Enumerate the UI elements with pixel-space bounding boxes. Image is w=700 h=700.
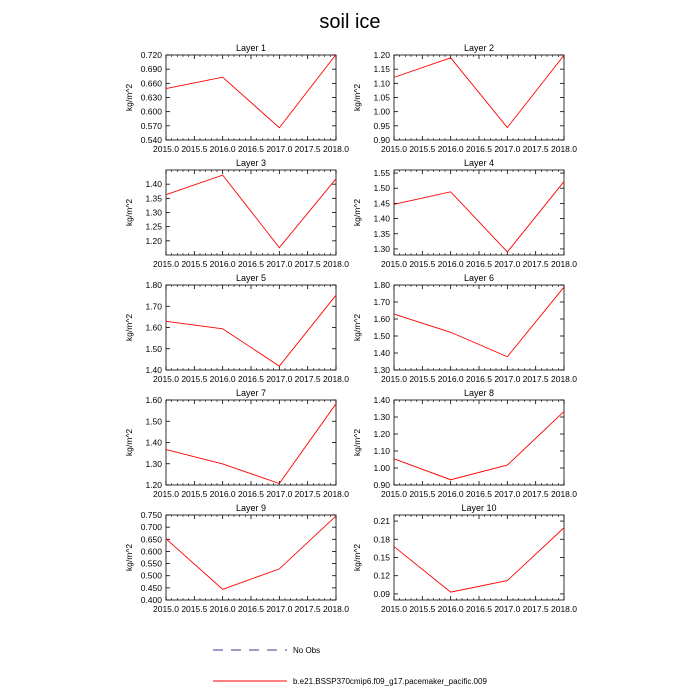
x-tick-label: 2015.0 xyxy=(381,259,407,269)
x-tick-label: 2015.5 xyxy=(181,489,208,499)
y-tick-label: 1.70 xyxy=(145,301,162,312)
y-tick-label: 1.80 xyxy=(145,280,162,290)
y-axis-label: kg/m^2 xyxy=(352,198,362,227)
x-tick-label: 2016.5 xyxy=(238,604,264,614)
x-tick-label: 2017.5 xyxy=(294,144,321,154)
y-tick-label: 0.690 xyxy=(140,64,162,75)
series-line xyxy=(394,55,564,127)
y-tick-label: 1.50 xyxy=(145,343,162,354)
y-tick-label: 0.09 xyxy=(373,588,390,599)
x-tick-label: 2016.5 xyxy=(238,374,264,384)
x-tick-label: 2017.0 xyxy=(494,604,521,614)
series-line xyxy=(166,175,336,248)
y-tick-label: 0.90 xyxy=(373,135,390,145)
y-tick-label: 1.45 xyxy=(373,198,390,209)
legend-model-label: b.e21.BSSP370cmip6.f09_g17.pacemaker_pacific.009 xyxy=(293,677,487,686)
y-tick-label: 1.40 xyxy=(145,179,162,190)
y-axis-label: kg/m^2 xyxy=(124,428,134,457)
y-tick-label: 1.40 xyxy=(145,365,162,375)
panel-7 xyxy=(124,388,349,499)
panel-8 xyxy=(352,388,577,499)
y-tick-label: 1.80 xyxy=(373,280,390,290)
x-tick-label: 2016.0 xyxy=(209,144,236,154)
y-tick-label: 1.50 xyxy=(373,183,390,194)
plot-frame xyxy=(166,55,336,140)
x-tick-label: 2016.0 xyxy=(209,259,236,269)
y-tick-label: 1.15 xyxy=(373,64,390,75)
x-tick-label: 2016.5 xyxy=(466,489,492,499)
y-tick-label: 0.90 xyxy=(373,480,390,490)
y-tick-label: 1.30 xyxy=(145,207,162,218)
y-tick-label: 0.500 xyxy=(140,570,162,581)
plot-frame xyxy=(394,55,564,140)
plot-frame xyxy=(394,170,564,255)
y-tick-label: 0.720 xyxy=(140,50,162,60)
x-tick-label: 2016.5 xyxy=(238,144,264,154)
y-tick-label: 0.18 xyxy=(373,534,390,545)
panel-title: Layer 8 xyxy=(463,388,495,398)
y-axis-label: kg/m^2 xyxy=(352,83,362,112)
plot-frame xyxy=(166,400,336,485)
y-tick-label: 1.20 xyxy=(373,50,390,60)
x-tick-label: 2016.5 xyxy=(466,144,492,154)
y-tick-label: 1.70 xyxy=(373,297,390,307)
panel-title: Layer 5 xyxy=(235,273,267,283)
x-tick-label: 2017.0 xyxy=(266,374,293,384)
y-tick-label: 1.50 xyxy=(145,416,162,427)
x-tick-label: 2015.0 xyxy=(153,489,179,499)
x-tick-label: 2015.0 xyxy=(153,144,179,154)
y-tick-label: 0.95 xyxy=(373,120,390,131)
x-tick-label: 2018.0 xyxy=(323,604,349,614)
x-tick-label: 2018.0 xyxy=(551,489,577,499)
x-tick-label: 2017.0 xyxy=(494,489,521,499)
series-line xyxy=(166,516,336,589)
figure-title: soil ice xyxy=(319,11,381,33)
y-tick-label: 0.600 xyxy=(140,546,162,557)
panel-title: Layer 2 xyxy=(463,43,495,53)
y-tick-label: 1.60 xyxy=(145,395,162,405)
y-axis-label: kg/m^2 xyxy=(352,543,362,572)
y-tick-label: 1.30 xyxy=(145,458,162,469)
y-tick-label: 0.650 xyxy=(140,534,162,545)
y-axis-label: kg/m^2 xyxy=(124,543,134,572)
y-tick-label: 1.35 xyxy=(145,193,162,204)
panel-title: Layer 3 xyxy=(235,158,267,168)
x-tick-label: 2018.0 xyxy=(323,374,349,384)
y-tick-label: 0.600 xyxy=(140,106,162,117)
x-tick-label: 2016.0 xyxy=(209,489,236,499)
x-tick-label: 2015.5 xyxy=(181,604,208,614)
x-tick-label: 2015.0 xyxy=(381,144,407,154)
y-tick-label: 0.550 xyxy=(140,558,162,569)
panel-title: Layer 1 xyxy=(235,43,267,53)
y-tick-label: 0.700 xyxy=(140,522,162,533)
y-axis-label: kg/m^2 xyxy=(124,198,134,227)
y-tick-label: 1.05 xyxy=(373,92,390,103)
panel-5 xyxy=(124,273,349,384)
x-tick-label: 2017.5 xyxy=(522,489,549,499)
series-line xyxy=(394,182,564,252)
series-line xyxy=(166,295,336,366)
series-line xyxy=(166,404,336,484)
y-tick-label: 0.15 xyxy=(373,552,390,563)
y-tick-label: 0.630 xyxy=(140,92,162,103)
panel-title: Layer 7 xyxy=(235,388,267,398)
x-tick-label: 2016.0 xyxy=(437,259,464,269)
panel-title: Layer 6 xyxy=(463,273,495,283)
x-tick-label: 2015.0 xyxy=(153,259,179,269)
x-tick-label: 2017.0 xyxy=(266,489,293,499)
x-tick-label: 2018.0 xyxy=(323,489,349,499)
x-tick-label: 2015.5 xyxy=(181,144,208,154)
x-tick-label: 2018.0 xyxy=(551,374,577,384)
x-tick-label: 2015.5 xyxy=(409,144,436,154)
x-tick-label: 2018.0 xyxy=(551,144,577,154)
x-tick-label: 2015.5 xyxy=(181,374,208,384)
y-tick-label: 1.20 xyxy=(145,480,162,490)
x-tick-label: 2017.0 xyxy=(494,374,521,384)
x-tick-label: 2015.0 xyxy=(153,374,179,384)
panel-title: Layer 10 xyxy=(461,503,497,513)
y-axis-label: kg/m^2 xyxy=(124,313,134,342)
x-tick-label: 2016.5 xyxy=(466,259,492,269)
series-line xyxy=(394,528,564,592)
y-tick-label: 1.55 xyxy=(373,168,390,179)
x-tick-label: 2016.0 xyxy=(437,489,464,499)
y-tick-label: 1.40 xyxy=(373,348,390,358)
x-tick-label: 2018.0 xyxy=(323,259,349,269)
panel-2 xyxy=(352,43,577,154)
x-tick-label: 2015.5 xyxy=(409,374,436,384)
y-tick-label: 1.20 xyxy=(373,429,390,439)
x-tick-label: 2016.5 xyxy=(466,604,492,614)
x-tick-label: 2016.5 xyxy=(238,259,264,269)
series-line xyxy=(166,55,336,128)
plot-frame xyxy=(394,515,564,600)
x-tick-label: 2017.5 xyxy=(294,604,321,614)
x-tick-label: 2015.5 xyxy=(409,489,436,499)
x-tick-label: 2017.5 xyxy=(522,374,549,384)
panel-title: Layer 4 xyxy=(463,158,495,168)
x-tick-label: 2017.0 xyxy=(266,604,293,614)
y-tick-label: 1.40 xyxy=(145,437,162,448)
y-tick-label: 0.660 xyxy=(140,78,162,89)
legend xyxy=(213,646,487,686)
x-tick-label: 2017.0 xyxy=(494,144,521,154)
legend-obs-label: No Obs xyxy=(293,646,321,655)
x-tick-label: 2017.5 xyxy=(522,144,549,154)
y-tick-label: 1.60 xyxy=(145,322,162,333)
x-tick-label: 2017.5 xyxy=(294,374,321,384)
x-tick-label: 2015.0 xyxy=(381,489,407,499)
y-tick-label: 0.750 xyxy=(140,510,162,520)
x-tick-label: 2016.0 xyxy=(437,144,464,154)
x-tick-label: 2018.0 xyxy=(323,144,349,154)
x-tick-label: 2016.0 xyxy=(437,604,464,614)
y-tick-label: 1.10 xyxy=(373,446,390,456)
y-tick-label: 0.450 xyxy=(140,582,162,593)
x-tick-label: 2017.5 xyxy=(294,489,321,499)
y-tick-label: 1.25 xyxy=(145,221,162,232)
y-tick-label: 1.10 xyxy=(373,78,390,89)
y-tick-label: 1.30 xyxy=(373,243,390,254)
y-tick-label: 1.00 xyxy=(373,463,390,473)
x-tick-label: 2015.5 xyxy=(409,259,436,269)
y-tick-label: 1.30 xyxy=(373,365,390,375)
series-line xyxy=(394,411,564,479)
panel-title: Layer 9 xyxy=(235,503,267,513)
plot-frame xyxy=(166,515,336,600)
x-tick-label: 2016.5 xyxy=(466,374,492,384)
panel-10 xyxy=(352,503,577,614)
y-tick-label: 1.00 xyxy=(373,106,390,117)
x-tick-label: 2016.5 xyxy=(238,489,264,499)
x-tick-label: 2017.5 xyxy=(522,259,549,269)
x-tick-label: 2015.5 xyxy=(181,259,208,269)
y-tick-label: 0.12 xyxy=(373,570,390,581)
x-tick-label: 2017.5 xyxy=(522,604,549,614)
x-tick-label: 2017.0 xyxy=(266,259,293,269)
panels xyxy=(124,43,577,614)
y-axis-label: kg/m^2 xyxy=(124,83,134,112)
y-tick-label: 0.570 xyxy=(140,120,162,131)
x-tick-label: 2016.0 xyxy=(209,374,236,384)
panel-6 xyxy=(352,273,577,384)
series-line xyxy=(394,287,564,357)
x-tick-label: 2016.0 xyxy=(437,374,464,384)
panel-9 xyxy=(124,503,349,614)
plot-frame xyxy=(394,285,564,370)
x-tick-label: 2017.0 xyxy=(266,144,293,154)
y-tick-label: 0.400 xyxy=(140,595,162,605)
panel-3 xyxy=(124,158,349,269)
y-tick-label: 1.20 xyxy=(145,235,162,246)
panel-4 xyxy=(352,158,577,269)
x-tick-label: 2017.0 xyxy=(494,259,521,269)
x-tick-label: 2015.5 xyxy=(409,604,436,614)
x-tick-label: 2018.0 xyxy=(551,259,577,269)
y-axis-label: kg/m^2 xyxy=(352,313,362,342)
x-tick-label: 2017.5 xyxy=(294,259,321,269)
y-tick-label: 1.35 xyxy=(373,228,390,239)
x-tick-label: 2015.0 xyxy=(381,604,407,614)
x-tick-label: 2016.0 xyxy=(209,604,236,614)
y-tick-label: 1.40 xyxy=(373,213,390,224)
y-tick-label: 1.40 xyxy=(373,395,390,405)
panel-1 xyxy=(124,43,349,154)
y-tick-label: 1.60 xyxy=(373,314,390,324)
x-tick-label: 2018.0 xyxy=(551,604,577,614)
y-tick-label: 1.30 xyxy=(373,412,390,422)
plot-frame xyxy=(166,170,336,255)
x-tick-label: 2015.0 xyxy=(381,374,407,384)
y-tick-label: 0.21 xyxy=(373,516,390,527)
y-tick-label: 0.540 xyxy=(140,135,162,145)
y-axis-label: kg/m^2 xyxy=(352,428,362,457)
x-tick-label: 2015.0 xyxy=(153,604,179,614)
y-tick-label: 1.50 xyxy=(373,331,390,341)
